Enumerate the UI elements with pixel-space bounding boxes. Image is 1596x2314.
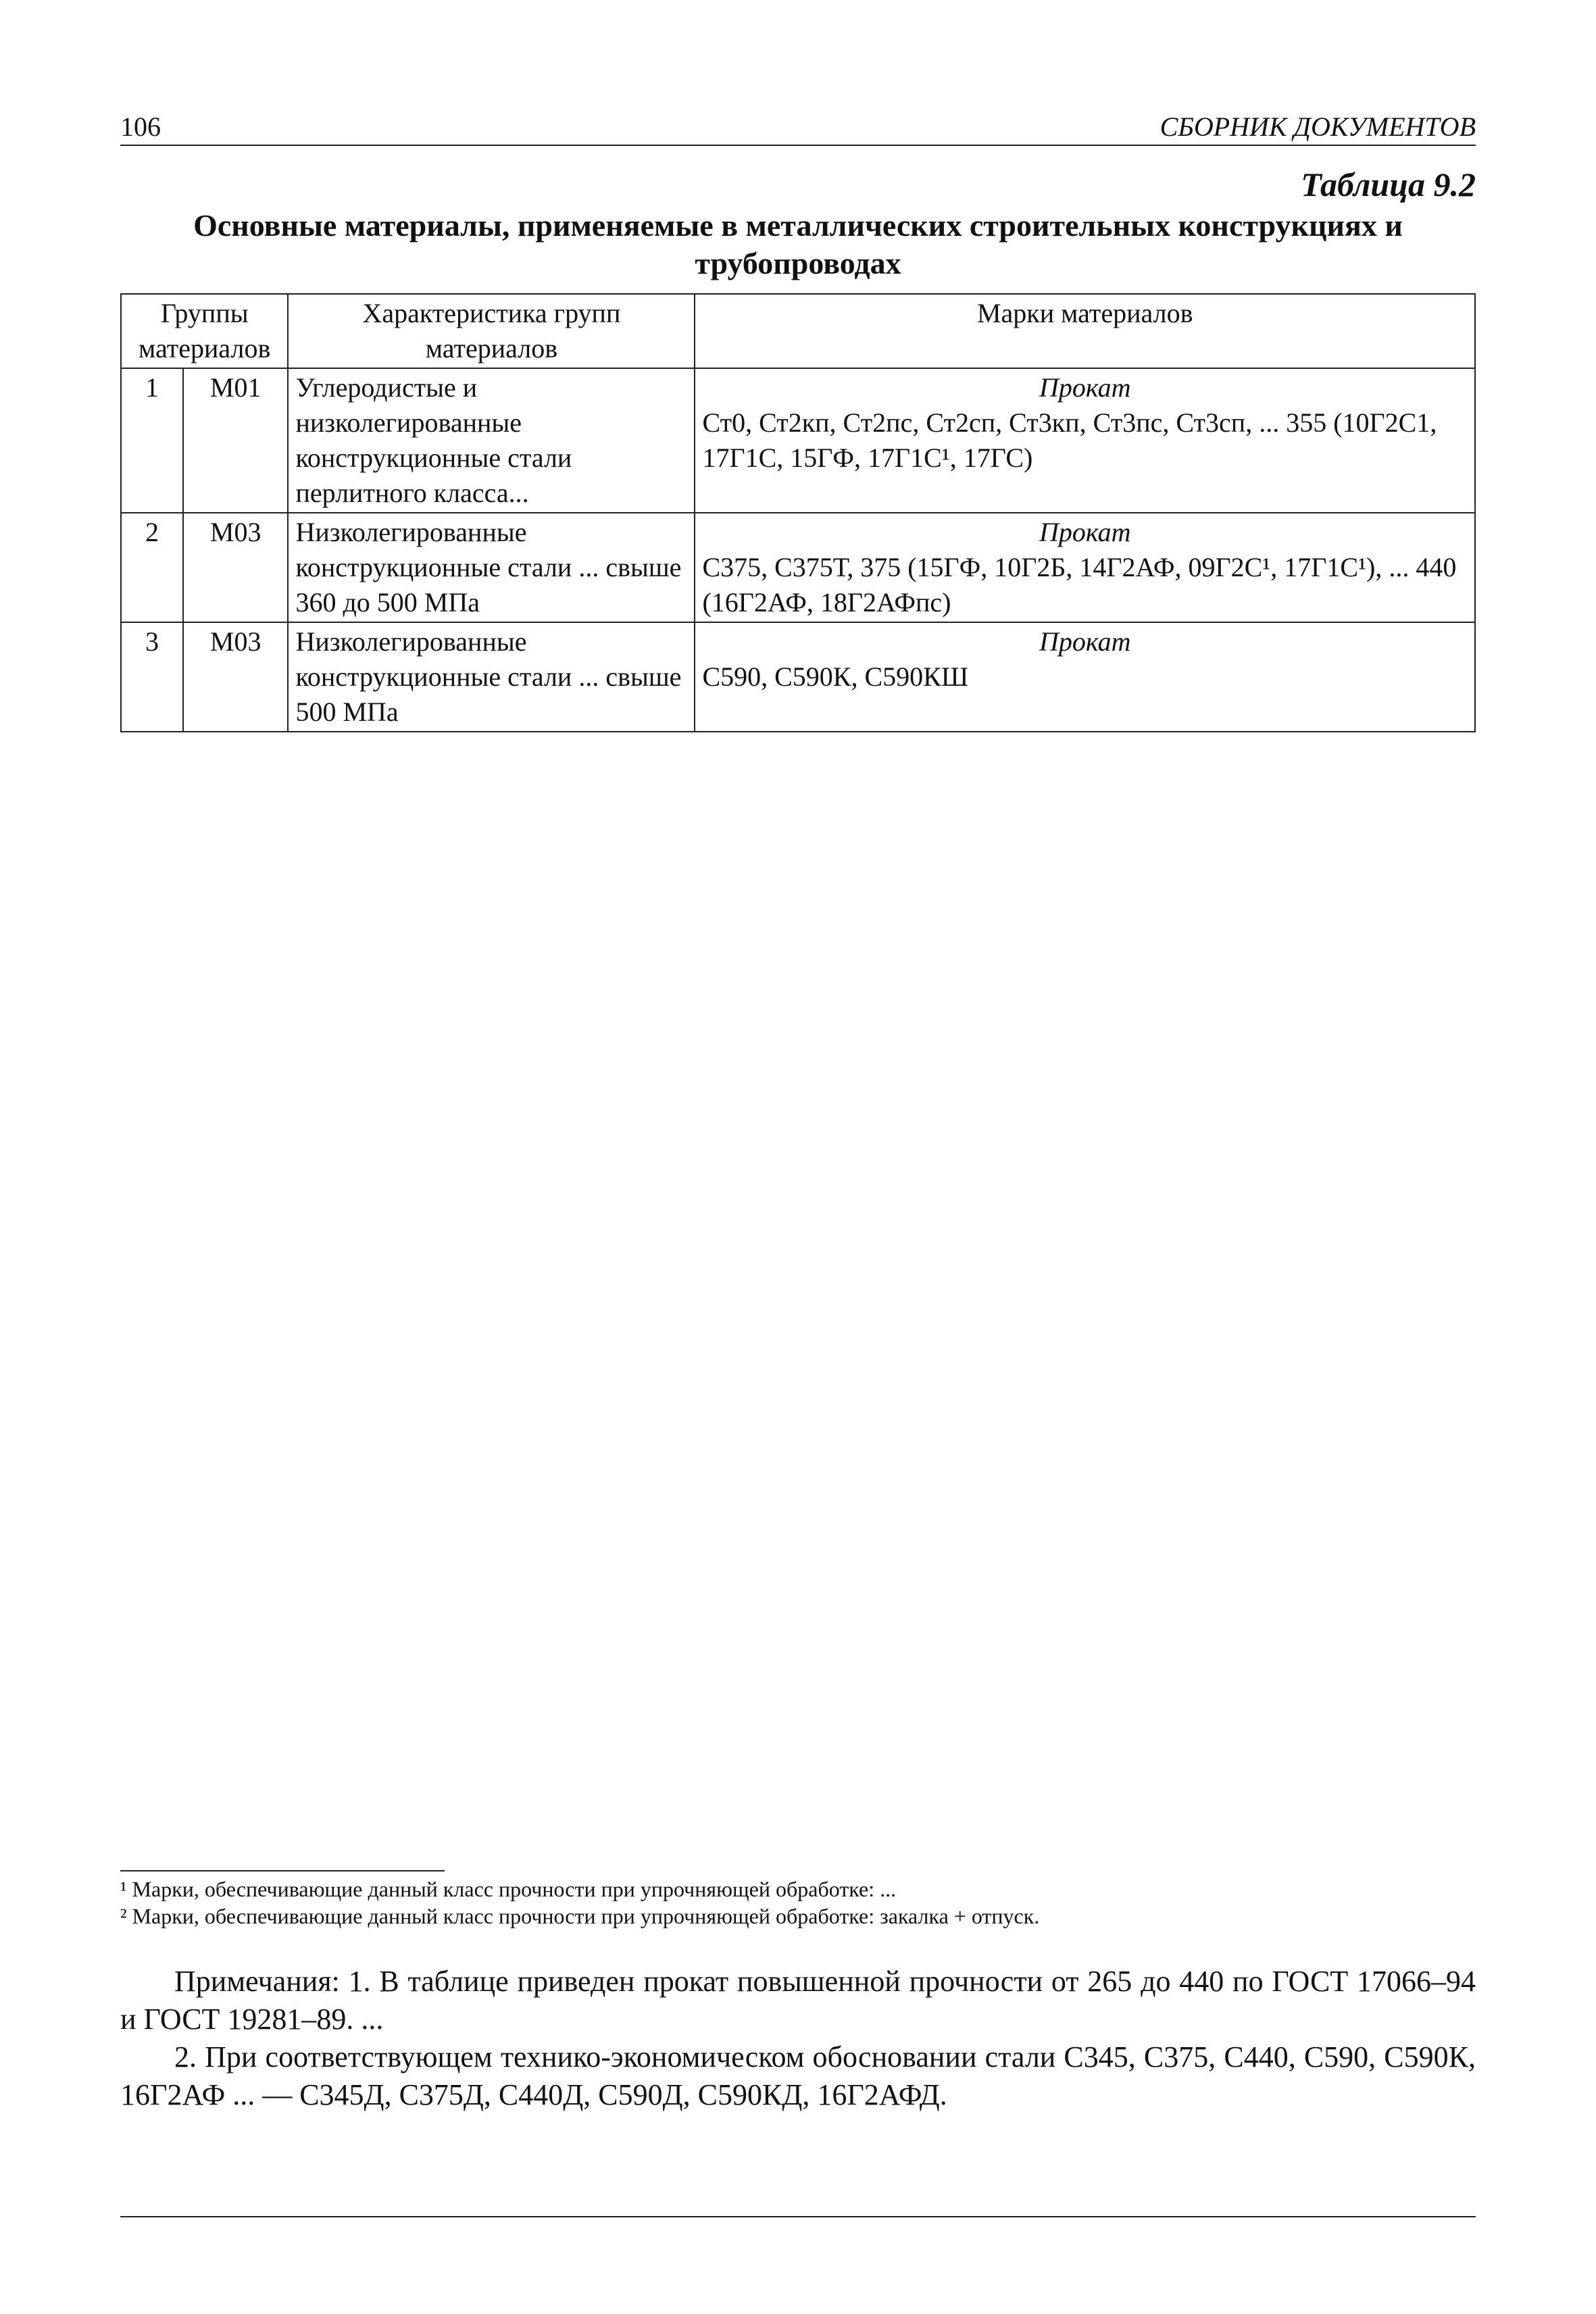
subheading: Прокат bbox=[1039, 372, 1131, 403]
group-number: 2 bbox=[121, 513, 183, 622]
notes bbox=[120, 1963, 1476, 2114]
material-grades bbox=[695, 513, 1475, 622]
column-header: Характеристика групп материалов bbox=[288, 294, 695, 368]
footnote: ² Марки, обеспечивающие данный класс прочности при упрочняющей обработке: закалка + отпуск. bbox=[120, 1904, 1040, 1928]
group-description: Низколегированные конструкционные стали ... свыше 360 до 500 МПа bbox=[288, 513, 695, 622]
note-paragraph: Примечания: 1. В таблице приведен прокат повышенной прочности от 265 до 440 по ГОСТ 17066–94 и ГОСТ 19281–89. ... bbox=[120, 1965, 1476, 2036]
footnotes bbox=[120, 1870, 1476, 1930]
subheading: Прокат bbox=[1039, 517, 1131, 547]
subheading: Прокат bbox=[1039, 626, 1131, 657]
table-header-row bbox=[121, 294, 1475, 368]
column-header: Группы материалов bbox=[121, 294, 288, 368]
group-description: Низколегированные конструкционные стали ... свыше 500 МПа bbox=[288, 622, 695, 732]
running-title: СБОРНИК ДОКУМЕНТОВ bbox=[1159, 111, 1476, 142]
group-code: М01 bbox=[183, 368, 288, 513]
table-row bbox=[121, 513, 1475, 622]
group-code: М03 bbox=[183, 513, 288, 622]
footnote-rule bbox=[120, 1870, 445, 1871]
table-row bbox=[121, 368, 1475, 513]
footnote: ¹ Марки, обеспечивающие данный класс прочности при упрочняющей обработке: ... bbox=[120, 1877, 897, 1901]
group-code: М03 bbox=[183, 622, 288, 732]
material-grades bbox=[695, 622, 1475, 732]
page-number: 106 bbox=[120, 111, 161, 142]
group-number: 1 bbox=[121, 368, 183, 513]
group-description: Углеродистые и низколегированные конструкционные стали перлитного класса... bbox=[288, 368, 695, 513]
table-row bbox=[121, 622, 1475, 732]
running-header bbox=[120, 108, 1476, 146]
note-paragraph: 2. При соответствующем технико-экономическом обосновании стали С345, С375, С440, С590, С590К, 16Г2АФ ... — С345Д, С375Д, С440Д, С590Д, С590КД, 16Г2АФД. bbox=[120, 2040, 1476, 2111]
grades-text: С590, С590К, С590КШ bbox=[702, 661, 969, 692]
column-header: Марки материалов bbox=[695, 294, 1475, 368]
bottom-rule bbox=[120, 2216, 1476, 2217]
group-number: 3 bbox=[121, 622, 183, 732]
table-title: Основные материалы, применяемые в металлических строительных конструкциях и трубопроводах bbox=[193, 208, 1403, 280]
grades-text: С375, С375Т, 375 (15ГФ, 10Г2Б, 14Г2АФ, 09Г2С¹, 17Г1С¹), ... 440 (16Г2АФ, 18Г2АФпс) bbox=[702, 552, 1457, 618]
material-grades bbox=[695, 368, 1475, 513]
materials-table bbox=[120, 293, 1476, 732]
table-label: Таблица 9.2 bbox=[1301, 166, 1476, 203]
grades-text: Ст0, Ст2кп, Ст2пс, Ст2сп, Ст3кп, Ст3пс, Ст3сп, ... 355 (10Г2С1, 17Г1С, 15ГФ, 17Г1С¹, 17ГС) bbox=[702, 407, 1437, 473]
